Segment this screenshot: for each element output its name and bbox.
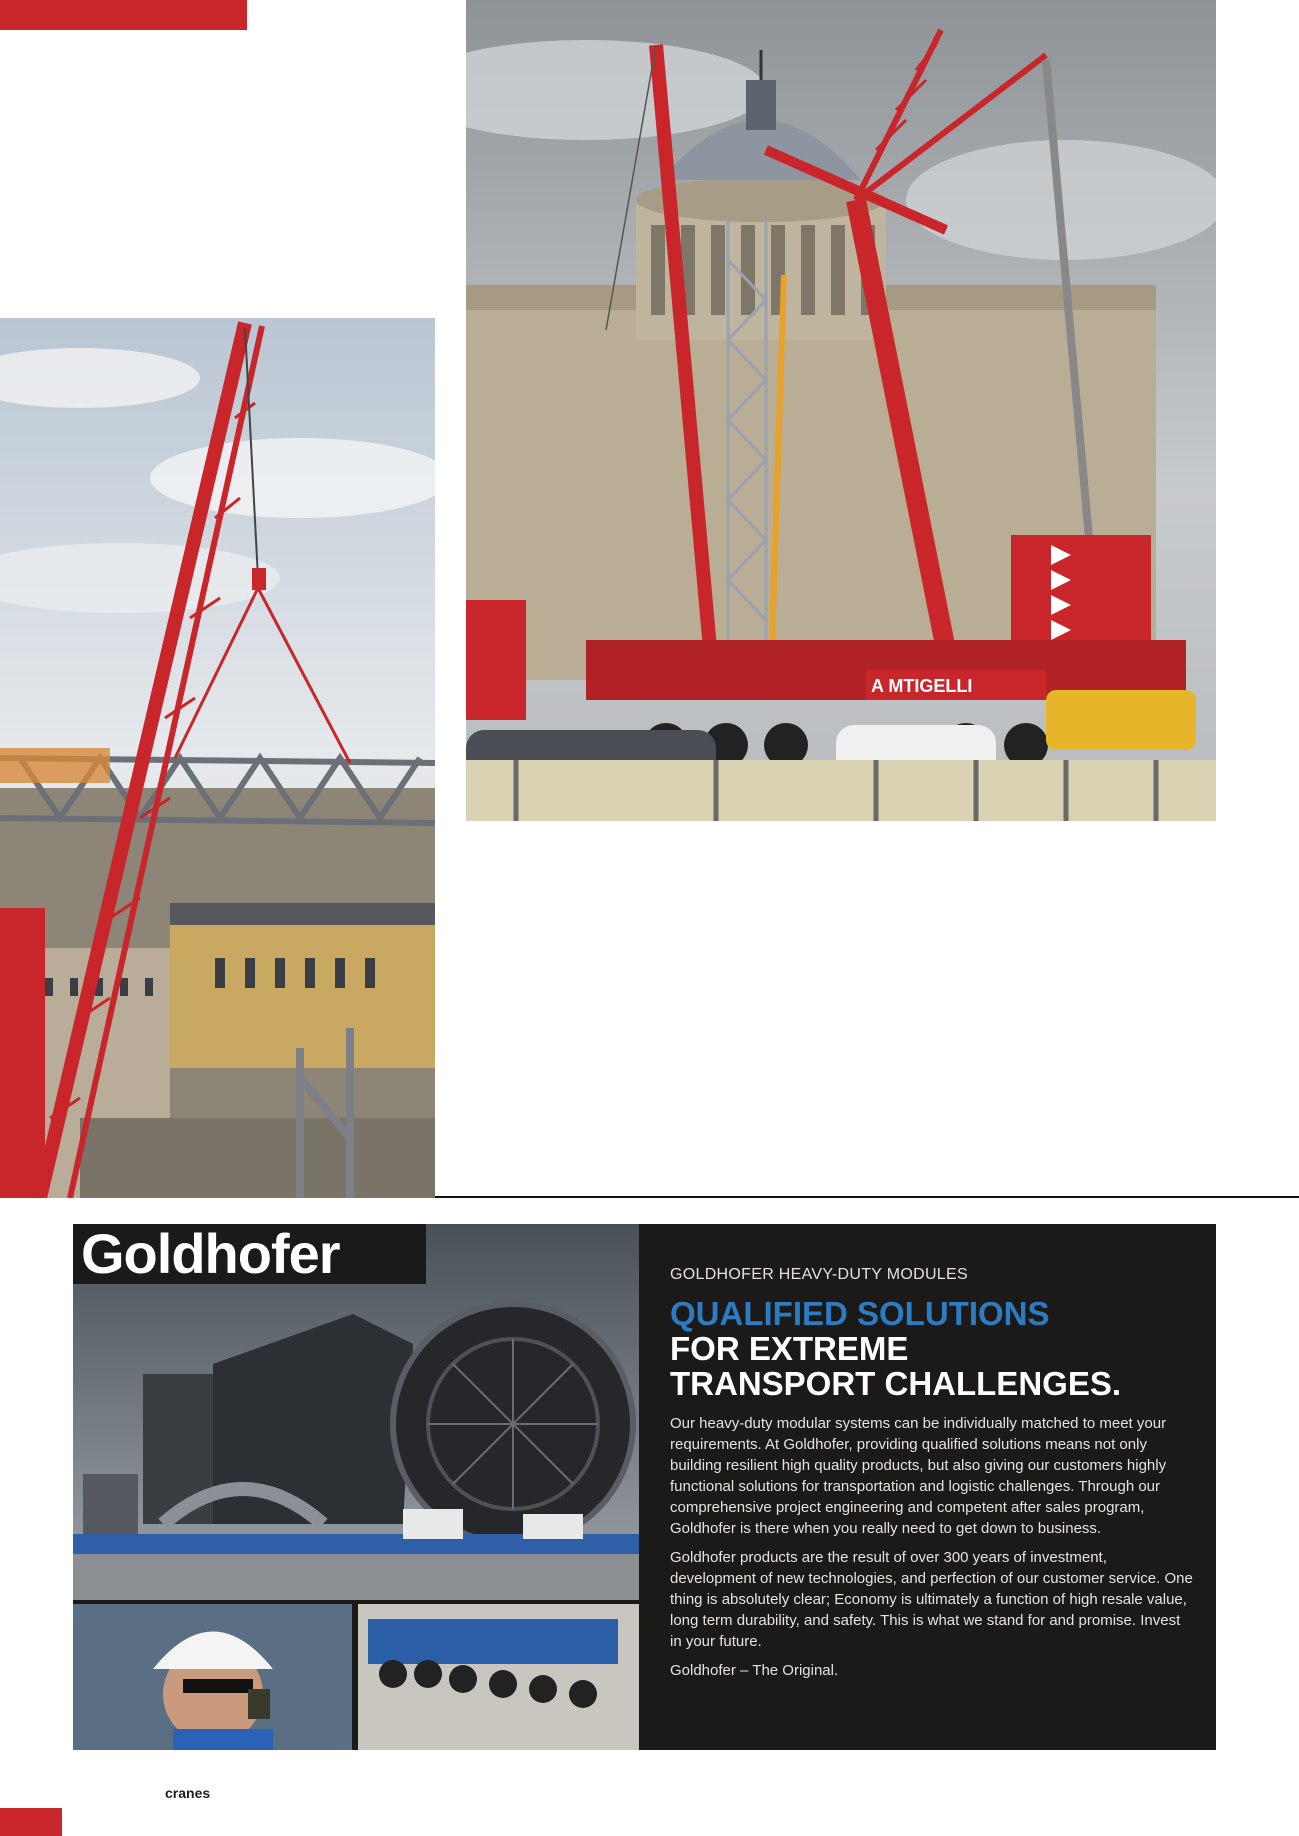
goldhofer-logo-text: Goldhofer — [81, 1222, 340, 1285]
goldhofer-logo — [73, 1224, 426, 1284]
advert-copy — [670, 1266, 1195, 1689]
top-accent-bar — [0, 0, 247, 30]
headline-line-2: FOR EXTREME — [670, 1330, 909, 1367]
pantheon-cranes-photo — [466, 0, 1216, 821]
advert-kicker: GOLDHOFER HEAVY-DUTY MODULES — [670, 1266, 968, 1283]
section-divider — [435, 1196, 1299, 1198]
crawler-crane-photo — [0, 318, 435, 1198]
headline-line-3: TRANSPORT CHALLENGES. — [670, 1365, 1122, 1402]
advert-paragraph-1: Our heavy-duty modular systems can be individually matched to meet your requirements. At Goldhofer, providing qualified solutions means not only building resilient high quality products, but also giving our customers highly functional solutions for transportation and logistic challenges. Through our comprehensive project engineering and competent after sales program, Goldhofer is there when you really need to get down to business. — [670, 1415, 1167, 1537]
bottom-accent-bar — [0, 1808, 62, 1836]
advert-photo-collage — [73, 1224, 639, 1750]
footer-section-label: cranes — [165, 1785, 211, 1801]
advert-headline — [670, 1296, 1195, 1401]
headline-line-1: QUALIFIED SOLUTIONS — [670, 1295, 1050, 1332]
crane-branding-text: A MTIGELLI — [871, 676, 973, 696]
advert-tagline: Goldhofer – The Original. — [670, 1662, 839, 1679]
goldhofer-advert — [73, 1224, 1216, 1750]
advert-paragraph-2: Goldhofer products are the result of over 300 years of investment, development of new technologies, and perfection of our customer service. One thing is absolutely clear; Economy is ultimately a function of high resale value, long term durability, and safety. This is what we stand for and promise. Invest in your future. — [670, 1549, 1193, 1650]
